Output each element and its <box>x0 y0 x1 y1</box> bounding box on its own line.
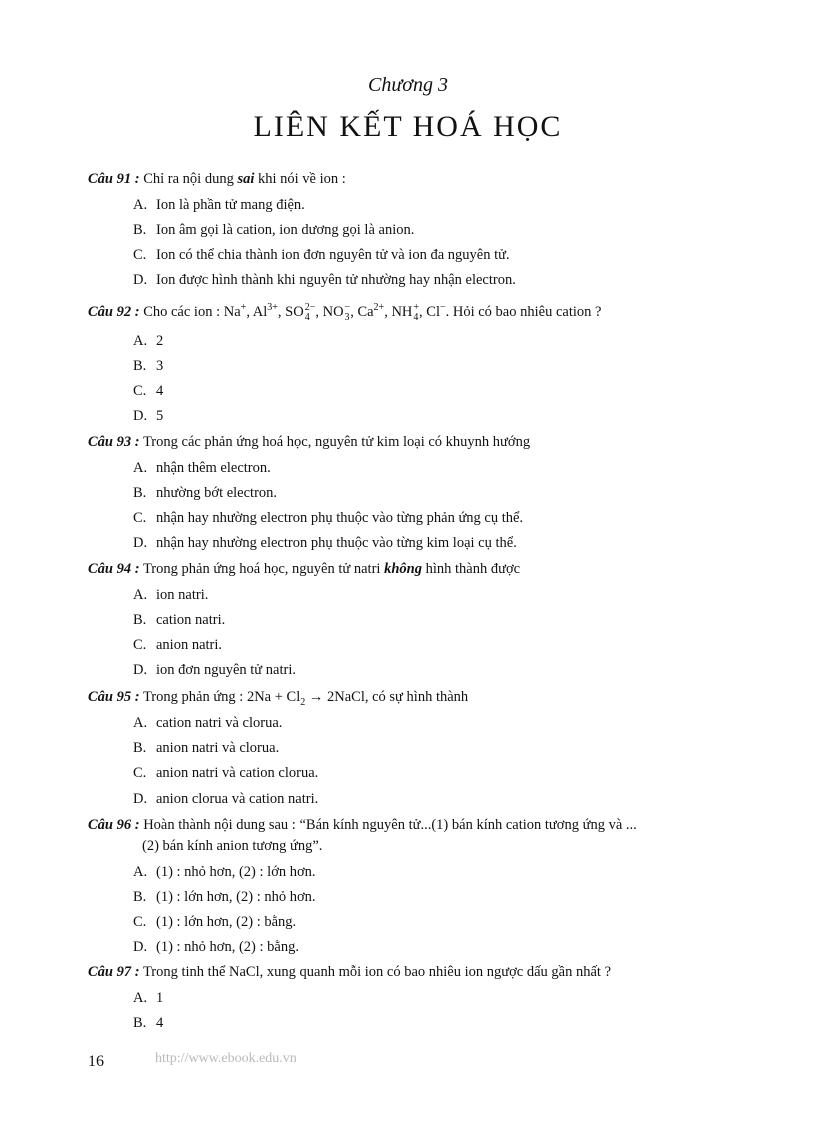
question-number: Câu 94 : <box>88 561 140 577</box>
option: A. 1 <box>133 990 164 1006</box>
option: B. 3 <box>133 358 164 374</box>
option: A. Ion là phần tử mang điện. <box>133 197 305 213</box>
option: D. anion clorua và cation natri. <box>133 791 319 807</box>
footer-url-watermark: http://www.ebook.edu.vn <box>155 1051 297 1066</box>
option: D. (1) : nhỏ hơn, (2) : bằng. <box>133 939 299 955</box>
chapter-label: Chương 3 <box>368 74 448 96</box>
option: C. anion natri và cation clorua. <box>133 765 319 781</box>
option: B. Ion âm gọi là cation, ion dương gọi là anion. <box>133 222 415 238</box>
question-number: Câu 97 : <box>88 964 140 980</box>
option: A. (1) : nhỏ hơn, (2) : lớn hơn. <box>133 864 316 880</box>
question-number: Câu 95 : <box>88 689 140 705</box>
question-91-stem: Câu 91 : Chỉ ra nội dung sai khi nói về ion : <box>88 171 346 187</box>
option: C. (1) : lớn hơn, (2) : bằng. <box>133 914 297 930</box>
question-number: Câu 96 : <box>88 817 140 833</box>
page-number: 16 <box>88 1053 104 1070</box>
question-number: Câu 93 : <box>88 434 140 450</box>
option: A. 2 <box>133 333 164 349</box>
option: C. Ion có thể chia thành ion đơn nguyên tử và ion đa nguyên tử. <box>133 247 510 263</box>
question-96-stem-continued: (2) bán kính anion tương ứng”. <box>142 838 323 854</box>
option: B. nhường bớt electron. <box>133 485 278 501</box>
option: D. 5 <box>133 408 164 424</box>
question-92-stem: Câu 92 : Cho các ion : Na+, $Al^{3+}$, SO 2− 4 , NO − 3 , $Ca^{2+}$, NH + 4 , Cl−. Hỏi có bao nhiêu cation ? <box>88 301 602 323</box>
option: B. anion natri và clorua. <box>133 740 280 756</box>
option: A. nhận thêm electron. <box>133 460 271 476</box>
page-title: LIÊN KẾT HOÁ HỌC <box>253 110 563 143</box>
option: D. ion đơn nguyên tử natri. <box>133 662 296 678</box>
question-96-stem: Câu 96 : Hoàn thành nội dung sau : “Bán kính nguyên tử...(1) bán kính cation tương ứng và ... <box>88 817 637 833</box>
option: C. nhận hay nhường electron phụ thuộc vào từng phản ứng cụ thể. <box>133 510 524 526</box>
question-93-stem: Câu 93 : Trong các phản ứng hoá học, nguyên tử kim loại có khuynh hướng <box>88 434 531 450</box>
option: C. anion natri. <box>133 637 223 653</box>
option: D. Ion được hình thành khi nguyên tử nhường hay nhận electron. <box>133 272 516 288</box>
option: C. 4 <box>133 383 164 399</box>
option: B. cation natri. <box>133 612 226 628</box>
question-number: Câu 91 : <box>88 171 140 187</box>
question-94-stem: Câu 94 : Trong phản ứng hoá học, nguyên tử natri không hình thành được <box>88 561 521 577</box>
question-97-stem: Câu 97 : Trong tinh thể NaCl, xung quanh mỗi ion có bao nhiêu ion ngược dấu gần nhất ? <box>88 964 612 980</box>
question-95-stem: Câu 95 : Trong phản ứng : $2Na + Cl_2$ → 2NaCl, có sự hình thành <box>88 689 469 708</box>
option: B. (1) : lớn hơn, (2) : nhỏ hơn. <box>133 889 316 905</box>
option: B. 4 <box>133 1015 164 1031</box>
option: A. ion natri. <box>133 587 209 603</box>
option: D. nhận hay nhường electron phụ thuộc vào từng kim loại cụ thể. <box>133 535 517 551</box>
option: A. cation natri và clorua. <box>133 715 283 731</box>
question-number: Câu 92 : <box>88 303 140 320</box>
